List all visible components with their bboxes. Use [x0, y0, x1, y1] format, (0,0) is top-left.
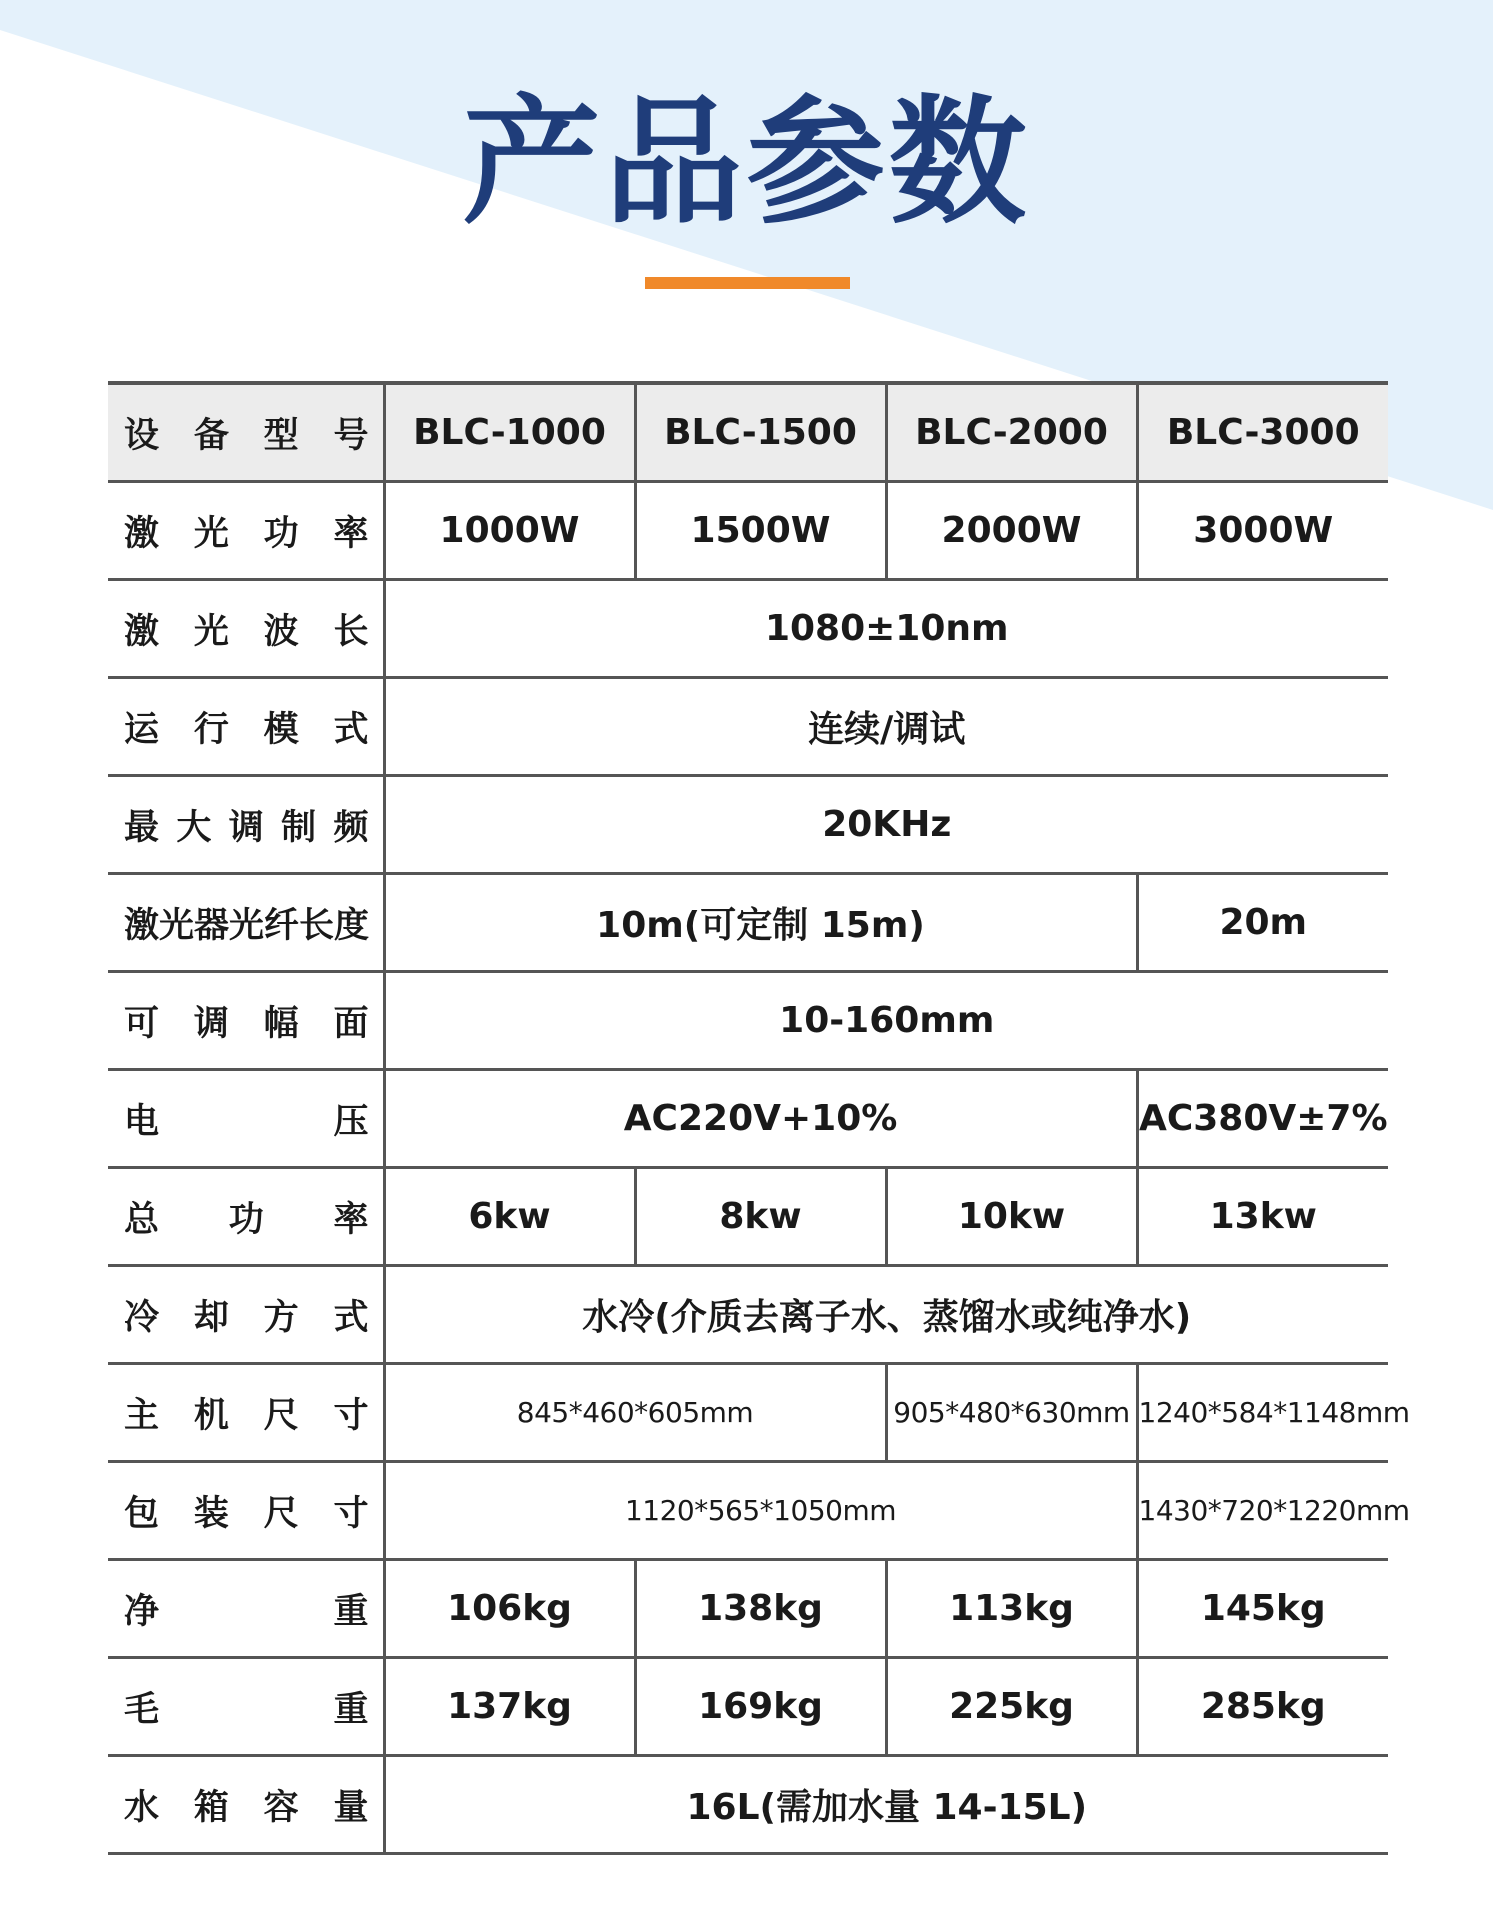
spec-row	[108, 678, 1388, 776]
spec-value-cell: 10-160mm	[384, 972, 1388, 1070]
spec-value-cell: 1080±10nm	[384, 580, 1388, 678]
spec-row	[108, 1266, 1388, 1364]
model-header-cell: BLC-3000	[1137, 383, 1388, 482]
spec-value-cell: 2000W	[886, 482, 1137, 580]
spec-value-cell: 905*480*630mm	[886, 1364, 1137, 1462]
spec-value-cell: 1430*720*1220mm	[1137, 1462, 1388, 1560]
spec-value-cell: 10m(可定制 15m)	[384, 874, 1137, 972]
spec-row	[108, 874, 1388, 972]
spec-table	[108, 381, 1410, 1855]
title-underline-bar	[645, 277, 850, 289]
spec-row	[108, 1560, 1388, 1658]
spec-row-label: 激光器光纤长度	[108, 874, 384, 972]
spec-value-cell: 1240*584*1148mm	[1137, 1364, 1388, 1462]
spec-row	[108, 1462, 1388, 1560]
spec-row	[108, 776, 1388, 874]
spec-row	[108, 1364, 1388, 1462]
spec-value-cell: 845*460*605mm	[384, 1364, 886, 1462]
model-header-cell: BLC-1500	[635, 383, 886, 482]
spec-value-cell: 连续/调试	[384, 678, 1388, 776]
spec-value-cell: 水冷(介质去离子水、蒸馏水或纯净水)	[384, 1266, 1388, 1364]
spec-value-cell: 106kg	[384, 1560, 635, 1658]
spec-row-label: 净重	[108, 1560, 384, 1658]
spec-row-label: 可调幅面	[108, 972, 384, 1070]
spec-value-cell: 113kg	[886, 1560, 1137, 1658]
page-title: 产品参数	[462, 82, 1031, 243]
spec-row	[108, 972, 1388, 1070]
spec-value-cell: 20KHz	[384, 776, 1388, 874]
spec-value-cell: 225kg	[886, 1658, 1137, 1756]
spec-value-cell: 1500W	[635, 482, 886, 580]
spec-row	[108, 1658, 1388, 1756]
spec-row	[108, 580, 1388, 678]
model-header-cell: BLC-1000	[384, 383, 635, 482]
spec-value-cell: 6kw	[384, 1168, 635, 1266]
spec-row-label: 激光功率	[108, 482, 384, 580]
spec-value-cell: 1000W	[384, 482, 635, 580]
spec-row	[108, 482, 1388, 580]
spec-row-label: 运行模式	[108, 678, 384, 776]
spec-value-cell: 169kg	[635, 1658, 886, 1756]
spec-value-cell: 145kg	[1137, 1560, 1388, 1658]
spec-row-label: 毛重	[108, 1658, 384, 1756]
spec-value-cell: 138kg	[635, 1560, 886, 1658]
spec-value-cell: 1120*565*1050mm	[384, 1462, 1137, 1560]
spec-row-label: 水箱容量	[124, 1787, 369, 1828]
spec-row-label: 最大调制频	[108, 776, 384, 874]
spec-value-cell: 8kw	[635, 1168, 886, 1266]
spec-value-cell: 10kw	[886, 1168, 1137, 1266]
spec-value-cell: 137kg	[384, 1658, 635, 1756]
spec-value-cell: 16L(需加水量 14-15L)	[384, 1756, 1388, 1854]
spec-row	[108, 383, 1388, 482]
spec-value-cell: AC380V±7%	[1137, 1070, 1388, 1168]
model-header-cell: BLC-2000	[886, 383, 1137, 482]
spec-value-cell: 13kw	[1137, 1168, 1388, 1266]
spec-value-cell: AC220V+10%	[384, 1070, 1137, 1168]
spec-row-label: 总功率	[108, 1168, 384, 1266]
spec-table-body	[108, 383, 1410, 1854]
spec-value-cell: 20m	[1137, 874, 1388, 972]
spec-value-cell: 285kg	[1137, 1658, 1388, 1756]
spec-value-cell: 3000W	[1137, 482, 1388, 580]
spec-row	[108, 1168, 1388, 1266]
spec-row-label: 激光波长	[108, 580, 384, 678]
spec-row-label: 冷却方式	[108, 1266, 384, 1364]
spec-row-label: 包装尺寸	[108, 1462, 384, 1560]
spec-row	[108, 1070, 1388, 1168]
spec-row-label: 主机尺寸	[108, 1364, 384, 1462]
spec-row	[108, 1756, 1388, 1854]
spec-row-label: 电压	[108, 1070, 384, 1168]
spec-row-label: 设备型号	[108, 383, 384, 482]
